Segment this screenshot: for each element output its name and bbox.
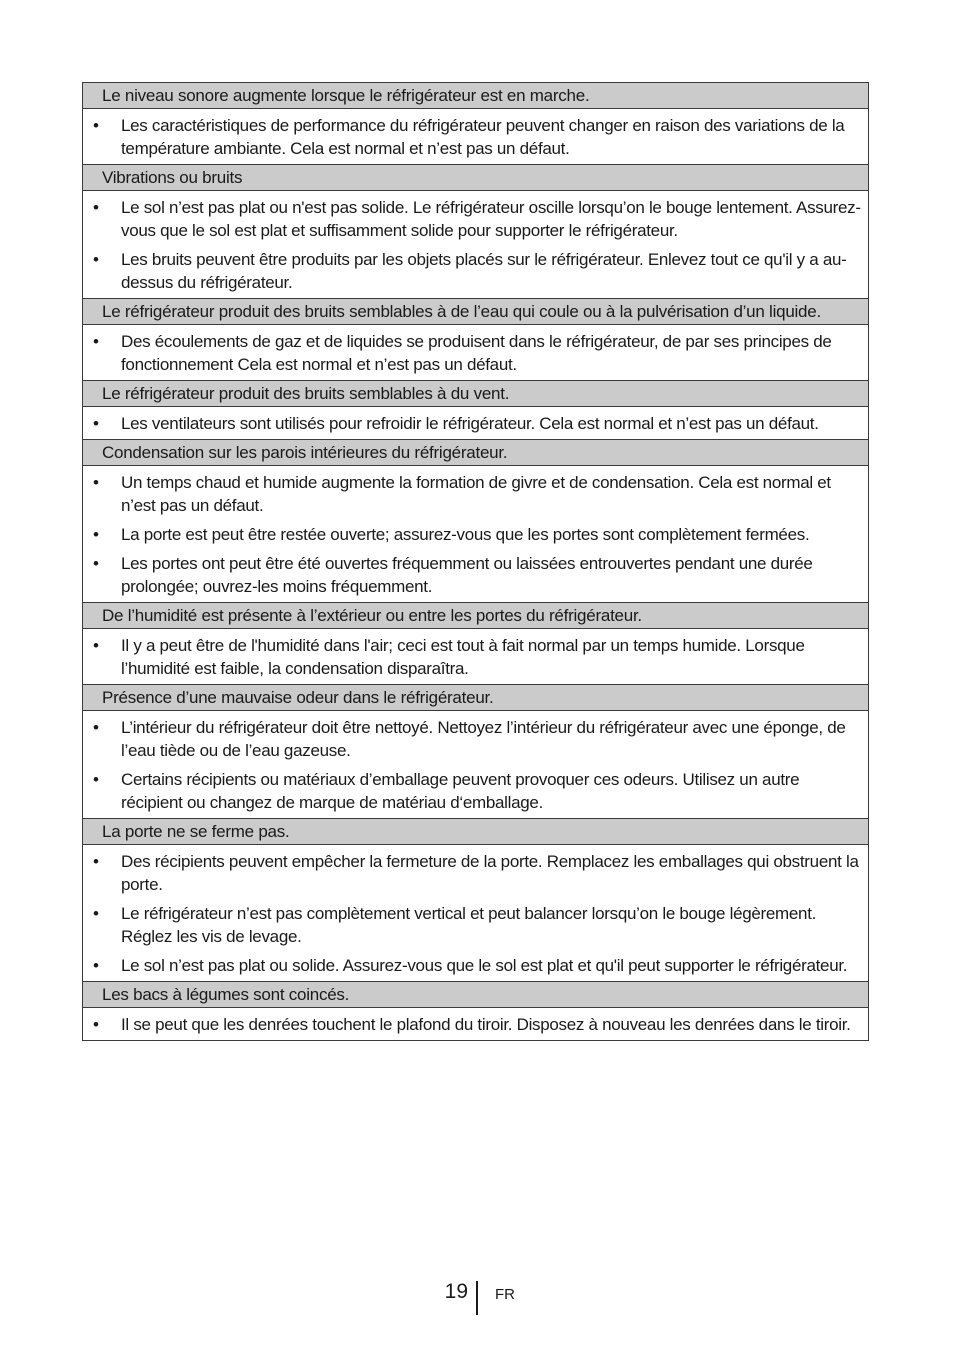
bullet-icon: • [93,1015,99,1034]
list-item-text: Les ventilateurs sont utilisés pour refroidir le réfrigérateur. Cela est normal et n’est pas un défaut. [121,414,819,433]
list-item [89,330,862,376]
list-item-text: Les portes ont peut être été ouvertes fréquemment ou laissées entrouvertes pendant une durée prolongée; ouvrez-les moins fréquemment. [121,554,813,596]
list-item-text: Les bruits peuvent être produits par les objets placés sur le réfrigérateur. Enlevez tout ce qu'il y a au-dessus du réfrigérateur. [121,250,847,292]
section-body [83,407,868,439]
list-item-text: Il se peut que les denrées touchent le plafond du tiroir. Disposez à nouveau les denrées dans le tiroir. [121,1015,851,1034]
language-code: FR [495,1286,515,1303]
list-item [89,471,862,517]
list-item-text: Un temps chaud et humide augmente la formation de givre et de condensation. Cela est normal et n’est pas un défaut. [121,473,831,515]
list-item-text: L’intérieur du réfrigérateur doit être nettoyé. Nettoyez l’intérieur du réfrigérateur avec une éponge, de l’eau tiède ou de l’eau gazeuse. [121,718,846,760]
list-item [89,412,862,435]
bullet-icon: • [93,554,99,573]
section-body [83,1008,868,1040]
bullet-icon: • [93,770,99,789]
section-body [83,629,868,684]
bullet-icon: • [93,718,99,737]
section-heading: La porte ne se ferme pas. [83,818,868,845]
list-item [89,248,862,294]
list-item [89,1013,862,1036]
list-item-text: La porte est peut être restée ouverte; assurez-vous que les portes sont complètement fermées. [121,525,810,544]
section-body [83,845,868,981]
list-item-text: Le sol n’est pas plat ou solide. Assurez-vous que le sol est plat et qu'il peut supporter le réfrigérateur. [121,956,848,975]
list-item-text: Il y a peut être de l'humidité dans l'air; ceci est tout à fait normal par un temps humide. Lorsque l’humidité est faible, la condensation disparaîtra. [121,636,805,678]
list-item-text: Des récipients peuvent empêcher la fermeture de la porte. Remplacez les emballages qui obstruent la porte. [121,852,859,894]
page-number: 19 [444,1280,468,1303]
section-body [83,191,868,298]
list-item-text: Les caractéristiques de performance du réfrigérateur peuvent changer en raison des variations de la température ambiante. Cela est normal et n’est pas un défaut. [121,116,845,158]
bullet-icon: • [93,525,99,544]
bullet-icon: • [93,414,99,433]
list-item [89,768,862,814]
list-item [89,552,862,598]
list-item [89,902,862,948]
list-item [89,954,862,977]
section-heading: Présence d’une mauvaise odeur dans le réfrigérateur. [83,684,868,711]
list-item-text: Le sol n’est pas plat ou n'est pas solide. Le réfrigérateur oscille lorsqu’on le bouge lentement. Assurez-vous que le sol est plat et suffisamment solide pour supporter le réfrigérateur. [121,198,861,240]
bullet-icon: • [93,198,99,217]
section-heading: Le réfrigérateur produit des bruits semblables à du vent. [83,380,868,407]
bullet-icon: • [93,852,99,871]
list-item [89,850,862,896]
bullet-icon: • [93,473,99,492]
bullet-icon: • [93,332,99,351]
section-heading: Vibrations ou bruits [83,164,868,191]
list-item-text: Des écoulements de gaz et de liquides se produisent dans le réfrigérateur, de par ses principes de fonctionnement Cela est normal et n’est pas un défaut. [121,332,832,374]
bullet-icon: • [93,956,99,975]
list-item [89,196,862,242]
troubleshooting-table [82,82,869,1041]
list-item [89,114,862,160]
section-heading: Les bacs à légumes sont coincés. [83,981,868,1008]
section-heading: De l’humidité est présente à l’extérieur ou entre les portes du réfrigérateur. [83,602,868,629]
bullet-icon: • [93,116,99,135]
bullet-icon: • [93,904,99,923]
bullet-icon: • [93,250,99,269]
page-footer [0,1279,954,1319]
bullet-icon: • [93,636,99,655]
list-item [89,634,862,680]
section-heading: Le réfrigérateur produit des bruits semblables à de l’eau qui coule ou à la pulvérisation d’un liquide. [83,298,868,325]
list-item [89,716,862,762]
section-heading: Condensation sur les parois intérieures du réfrigérateur. [83,439,868,466]
section-body [83,109,868,164]
section-body [83,711,868,818]
list-item-text: Le réfrigérateur n’est pas complètement vertical et peut balancer lorsqu’on le bouge légèrement. Réglez les vis de levage. [121,904,817,946]
section-body [83,466,868,602]
section-heading: Le niveau sonore augmente lorsque le réfrigérateur est en marche. [83,83,868,109]
section-body [83,325,868,380]
footer-divider [476,1281,478,1315]
list-item-text: Certains récipients ou matériaux d’emballage peuvent provoquer ces odeurs. Utilisez un autre récipient ou changez de marque de matériau d‘emballage. [121,770,800,812]
list-item [89,523,862,546]
